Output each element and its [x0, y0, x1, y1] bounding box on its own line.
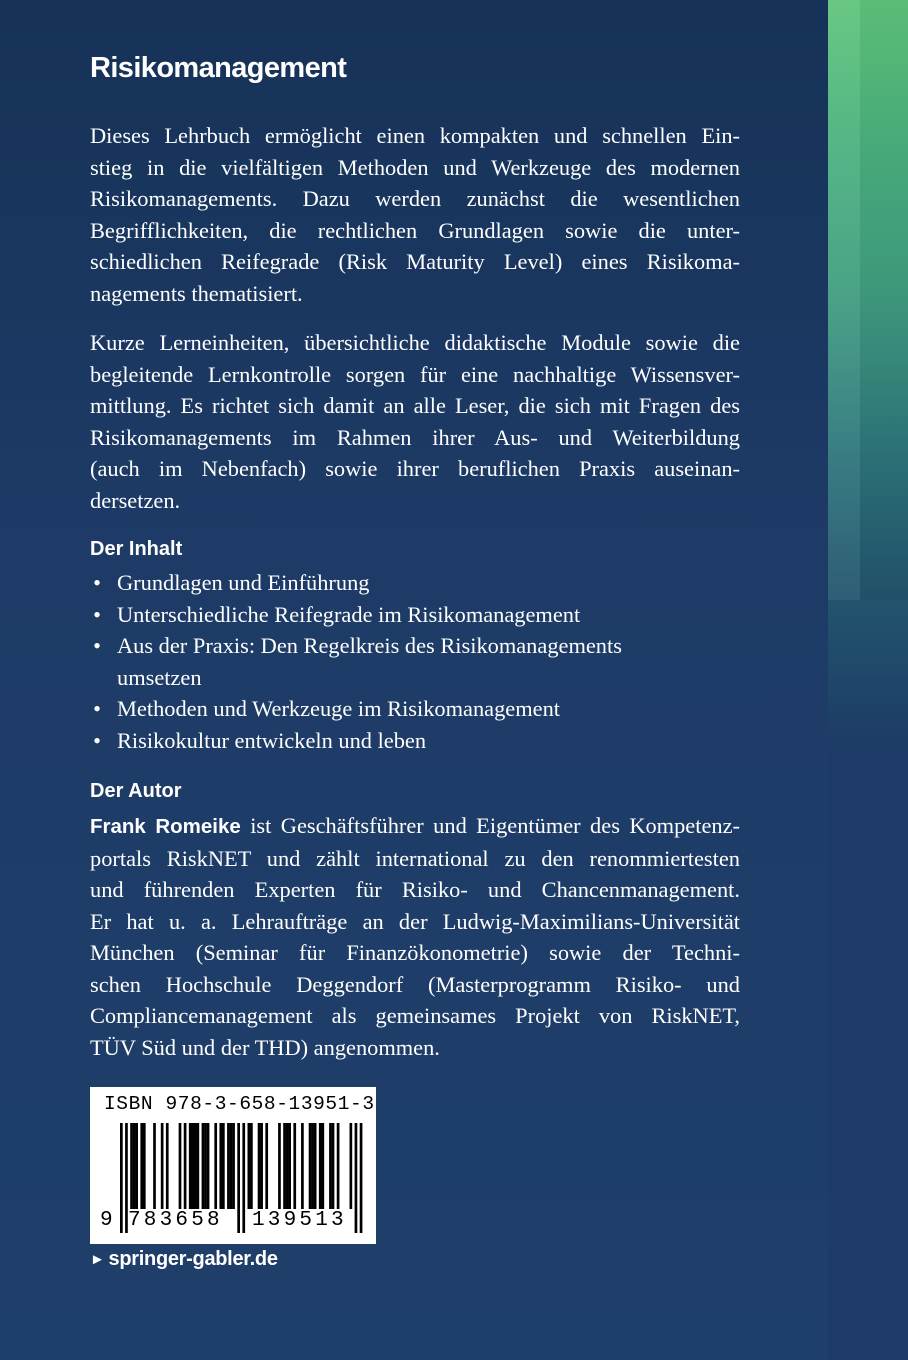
list-item-text: Risikokultur entwickeln und leben [117, 727, 427, 753]
bullet-icon: • [93, 601, 101, 627]
barcode-bar [321, 1123, 324, 1209]
barcode-bar [161, 1123, 164, 1209]
barcode-bar [319, 1123, 322, 1209]
barcode-bar [288, 1123, 291, 1209]
barcode-bar [350, 1123, 353, 1209]
barcode-bar [329, 1123, 332, 1209]
barcode-bar [227, 1123, 230, 1209]
barcode-bar [250, 1123, 253, 1209]
text-line: stieg in die vielfältigen Methoden und Werkzeuge des modernen [90, 154, 740, 180]
text-line: und führenden Experten für Risiko- und Chancenmanagement. [90, 877, 740, 902]
text-line: Er hat u. a. Lehraufträge an der Ludwig-Maximilians-Universität [90, 908, 740, 934]
barcode-bar [248, 1123, 251, 1209]
barcode-bar [337, 1123, 340, 1209]
text-line: (auch im Nebenfach) sowie ihrer beruflichen Praxis auseinan- [90, 456, 740, 481]
contents-list [90, 567, 750, 756]
bullet-icon: • [93, 570, 101, 595]
barcode-bar [332, 1123, 335, 1209]
barcode-bar [230, 1123, 233, 1209]
barcode-guard-bar [360, 1123, 363, 1233]
list-item-text: Grundlagen und Einführung [117, 570, 370, 595]
barcode-bar [258, 1123, 261, 1209]
list-item [90, 599, 750, 631]
barcode-bar [197, 1123, 200, 1209]
text-line: dersetzen. [90, 487, 181, 513]
text-line: portals RiskNET und zählt international zu den renommiertesten [90, 845, 740, 871]
bullet-icon: • [93, 633, 101, 658]
barcode-bar [278, 1123, 281, 1209]
spine-accent-strip [828, 0, 908, 1360]
text-line: schiedlichen Reifegrade (Risk Maturity Level) eines Risikoma- [90, 249, 740, 274]
barcode-bar [314, 1123, 317, 1209]
description-paragraph-1 [90, 120, 740, 309]
barcode-bar [293, 1123, 296, 1209]
barcode-bar [260, 1123, 263, 1209]
barcode-bar [214, 1123, 217, 1209]
text-line: Compliancemanagement als gemeinsames Projekt von RiskNET, [90, 1003, 740, 1028]
text-line: begleitende Lernkontrolle sorgen für eine nachhaltige Wissensver- [90, 361, 740, 387]
barcode-bar [191, 1123, 194, 1209]
barcode-guard-bar [237, 1123, 240, 1233]
barcode-bar [140, 1123, 143, 1209]
barcode-bar [222, 1123, 225, 1209]
text-line: nagements thematisiert. [90, 280, 303, 306]
publisher-link[interactable] [90, 1248, 278, 1271]
text-line [90, 810, 740, 843]
ean-first-digit: 9 [100, 1209, 113, 1232]
author-name: Frank Romeike [90, 815, 241, 838]
list-item-text: Aus der Praxis: Den Regelkreis des Risikomanagements umsetzen [117, 633, 622, 690]
barcode-bar [204, 1123, 207, 1209]
author-heading: Der Autor [90, 780, 182, 802]
barcode-bar [179, 1123, 182, 1209]
text-line: mittlung. Es richtet sich damit an alle Leser, die sich mit Fragen des [90, 393, 740, 418]
text-line: schen Hochschule Deggendorf (Masterprogramm Risiko- und [90, 971, 740, 997]
publisher-url: springer-gabler.de [108, 1248, 278, 1270]
barcode-bar [166, 1123, 169, 1209]
text-line: Risikomanagements im Rahmen ihrer Aus- und Weiterbildung [90, 424, 740, 450]
bullet-icon: • [93, 696, 101, 721]
barcode-bar [133, 1123, 136, 1209]
barcode-bar [184, 1123, 187, 1209]
list-item [90, 725, 750, 757]
description-paragraph-2 [90, 327, 740, 516]
list-item [90, 567, 750, 599]
isbn-barcode [90, 1087, 376, 1244]
barcode-bar [265, 1123, 268, 1209]
list-item [90, 693, 750, 725]
barcode-bar [135, 1123, 138, 1209]
list-item-text: Unterschiedliche Reifegrade im Risikomanagement [117, 601, 581, 627]
barcode-bar [189, 1123, 192, 1209]
barcode-bar [286, 1123, 289, 1209]
barcode-bar [301, 1123, 304, 1209]
barcode-bar [207, 1123, 210, 1209]
text-line: München (Seminar für Finanzökonometrie) sowie der Techni- [90, 940, 740, 965]
text-line: TÜV Süd und der THD) angenommen. [90, 1034, 440, 1060]
barcode-bar [311, 1123, 314, 1209]
list-item [90, 630, 707, 693]
barcode-guard-bar [120, 1123, 123, 1233]
barcode-bar [143, 1123, 146, 1209]
barcode-guard-bar [355, 1123, 358, 1233]
text-line: Dieses Lehrbuch ermöglicht einen kompakten und schnellen Ein- [90, 123, 740, 148]
barcode-bar [309, 1123, 312, 1209]
ean-left-group: 783658 [128, 1209, 223, 1232]
text-line: Begrifflichkeiten, die rechtlichen Grundlagen sowie die unter- [90, 217, 740, 243]
author-bio [90, 810, 740, 1063]
bullet-icon: • [93, 727, 101, 753]
isbn-label: ISBN 978-3-658-13951-3 [104, 1093, 375, 1115]
text-line: Risikomanagements. Dazu werden zunächst die wesentlichen [90, 186, 740, 211]
ean-right-group: 139513 [252, 1209, 347, 1232]
barcode-guard-bar [242, 1123, 245, 1233]
list-item-text: Methoden und Werkzeuge im Risikomanagement [117, 696, 561, 721]
barcode-bar [130, 1123, 133, 1209]
barcode-bar [153, 1123, 156, 1209]
contents-heading: Der Inhalt [90, 538, 183, 560]
book-title: Risikomanagement [90, 52, 347, 84]
barcode-bar [283, 1123, 286, 1209]
author-bio-first-line: ist Geschäftsführer und Eigentümer des Kompetenz- [240, 813, 740, 838]
barcode-bar [194, 1123, 197, 1209]
arrow-right-icon: ► [90, 1251, 105, 1268]
text-line: Kurze Lerneinheiten, übersichtliche didaktische Module sowie die [90, 330, 740, 355]
barcode-bar [232, 1123, 235, 1209]
barcode-bar [202, 1123, 205, 1209]
barcode-bar [219, 1123, 222, 1209]
